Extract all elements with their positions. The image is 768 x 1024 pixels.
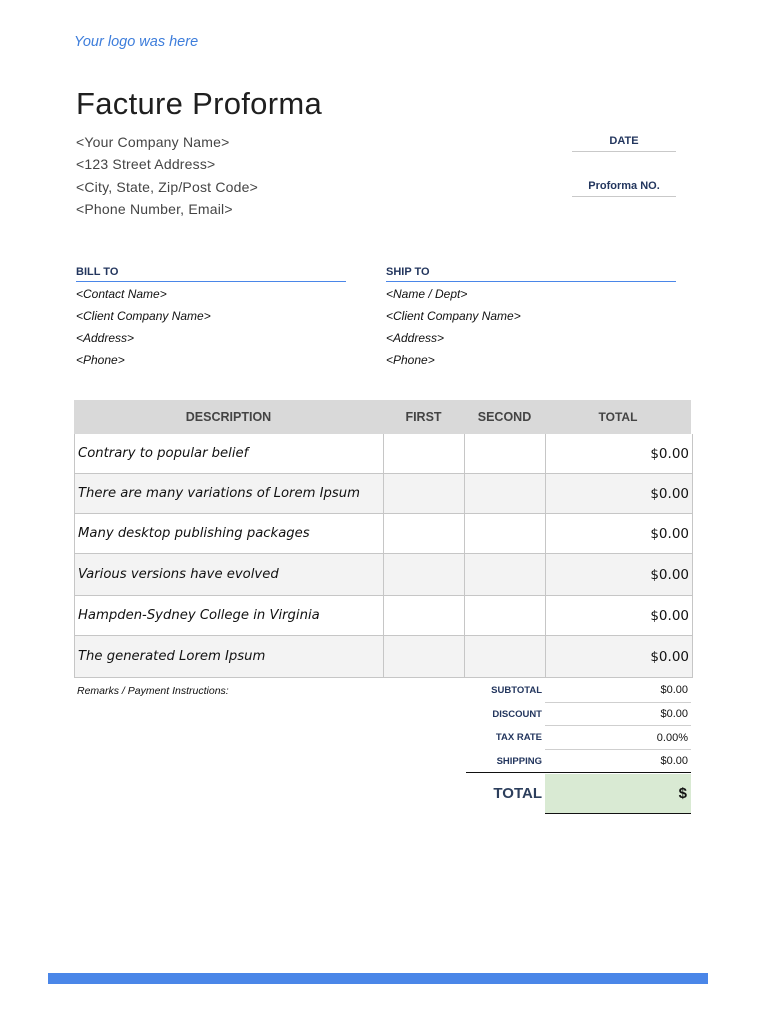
ship-to-details (386, 283, 521, 371)
date-field[interactable] (572, 151, 676, 152)
ship-to-divider (386, 281, 676, 282)
shipping-value[interactable]: $0.00 (660, 755, 688, 767)
row-total: $0.00 (650, 607, 689, 624)
table-row (75, 434, 692, 474)
company-contact: <Phone Number, Email> (76, 200, 233, 217)
row-first[interactable] (384, 596, 465, 635)
proforma-number-field[interactable] (572, 196, 676, 197)
bill-to-company: <Client Company Name> (76, 309, 211, 323)
table-row (75, 596, 692, 636)
table-row (75, 554, 692, 596)
row-first[interactable] (384, 554, 465, 595)
discount-divider (545, 725, 691, 726)
company-street: <123 Street Address> (76, 156, 216, 173)
row-first[interactable] (384, 636, 465, 677)
row-description[interactable]: The generated Lorem Ipsum (75, 636, 384, 677)
row-total: $0.00 (650, 566, 689, 583)
subtotal-label: SUBTOTAL (491, 685, 542, 696)
column-header-total: TOTAL (598, 410, 638, 424)
remarks-label: Remarks / Payment Instructions: (77, 685, 229, 697)
items-table (74, 434, 693, 678)
ship-to-phone: <Phone> (386, 353, 435, 367)
table-row (75, 514, 692, 554)
total-value: $ (678, 785, 687, 802)
row-total: $0.00 (650, 445, 689, 462)
subtotal-divider (545, 702, 691, 703)
discount-value[interactable]: $0.00 (660, 708, 688, 720)
row-first[interactable] (384, 474, 465, 513)
row-second[interactable] (465, 514, 546, 553)
company-info (76, 131, 258, 220)
row-total: $0.00 (650, 648, 689, 665)
tax-rate-divider (545, 749, 691, 750)
company-city: <City, State, Zip/Post Code> (76, 178, 258, 195)
ship-to-company: <Client Company Name> (386, 309, 521, 323)
total-label: TOTAL (493, 785, 542, 802)
bill-to-phone: <Phone> (76, 353, 125, 367)
logo-placeholder: Your logo was here (74, 34, 199, 50)
total-box (545, 774, 691, 814)
tax-rate-label: TAX RATE (495, 732, 542, 743)
row-total: $0.00 (650, 525, 689, 542)
date-label: DATE (609, 135, 639, 147)
row-second[interactable] (465, 636, 546, 677)
row-first[interactable] (384, 434, 465, 473)
table-row (75, 474, 692, 514)
column-header-description: DESCRIPTION (185, 410, 272, 424)
ship-to-name: <Name / Dept> (386, 287, 468, 301)
row-description[interactable]: Contrary to popular belief (75, 434, 384, 473)
bill-to-address: <Address> (76, 331, 135, 345)
row-description[interactable]: Hampden-Sydney College in Virginia (75, 596, 384, 635)
row-second[interactable] (465, 434, 546, 473)
company-name: <Your Company Name> (76, 134, 230, 150)
discount-label: DISCOUNT (492, 709, 542, 720)
bill-to-details (76, 283, 211, 371)
row-description[interactable]: Many desktop publishing packages (75, 514, 384, 553)
row-description[interactable]: Various versions have evolved (75, 554, 384, 595)
tax-rate-value[interactable]: 0.00% (656, 732, 688, 744)
table-row (75, 636, 692, 678)
page-title: Facture Proforma (76, 86, 322, 121)
ship-to-heading: SHIP TO (386, 266, 430, 278)
shipping-label: SHIPPING (496, 756, 542, 767)
footer-bar (48, 973, 708, 984)
subtotal-value: $0.00 (660, 684, 688, 696)
column-header-second: SECOND (477, 410, 532, 424)
row-second[interactable] (465, 596, 546, 635)
row-second[interactable] (465, 554, 546, 595)
column-header-first: FIRST (405, 410, 442, 424)
row-description[interactable]: There are many variations of Lorem Ipsum (75, 474, 384, 513)
bill-to-contact: <Contact Name> (76, 287, 167, 301)
row-first[interactable] (384, 514, 465, 553)
items-table-header (74, 400, 691, 434)
row-second[interactable] (465, 474, 546, 513)
bill-to-heading: BILL TO (76, 266, 119, 278)
ship-to-address: <Address> (386, 331, 445, 345)
bill-to-divider (76, 281, 346, 282)
row-total: $0.00 (650, 485, 689, 502)
total-divider (466, 772, 691, 773)
proforma-number-label: Proforma NO. (588, 180, 660, 192)
